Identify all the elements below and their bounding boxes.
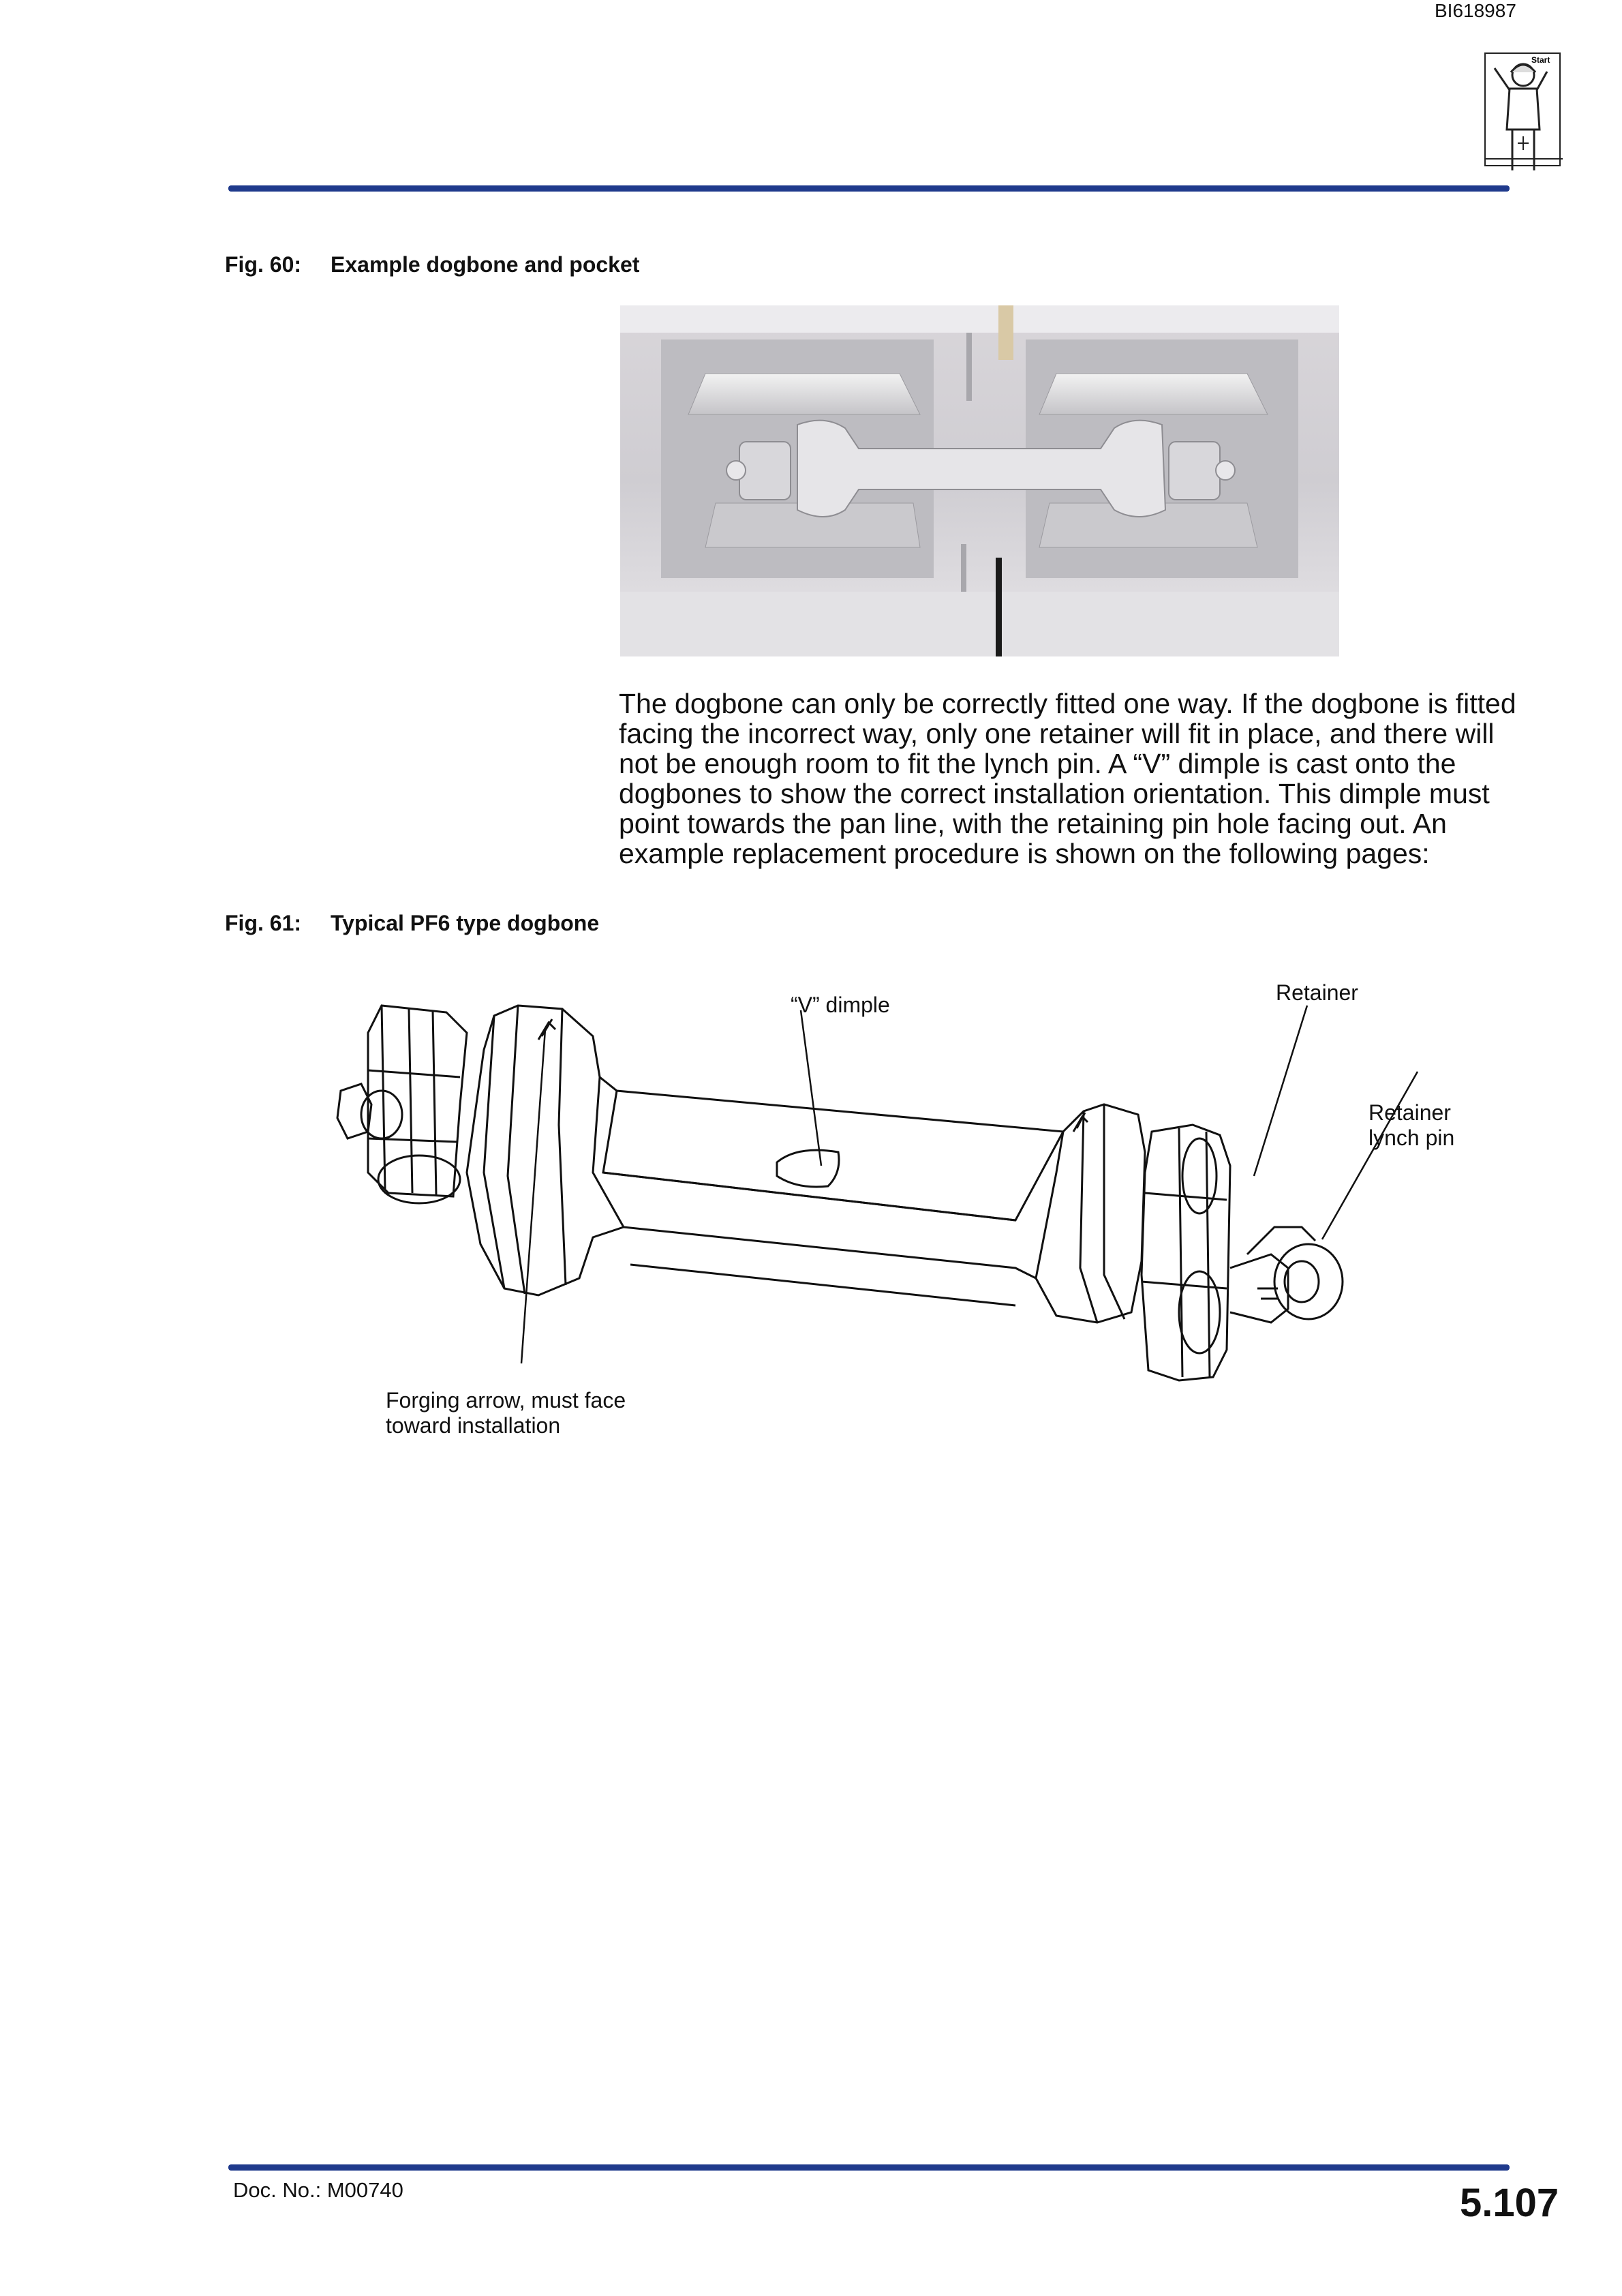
document-number: Doc. No.: M00740 bbox=[233, 2178, 403, 2202]
lynch-pin-label-line2: lynch pin bbox=[1368, 1126, 1455, 1150]
start-icon-label: Start bbox=[1531, 55, 1550, 65]
body-text: The dogbone can only be correctly fitted one way. If the dogbone is fitted facing the incorrect way, only one retainer will fit in place, and there will not be enough room to fit the lynch pin. A “V” dimple is cast onto the dogbones to show the correct installation orientation. This dimple must point towards the pan line, with the retaining pin hole facing out. An example replacement procedure is shown on the following pages: bbox=[619, 688, 1516, 869]
forging-arrow-label bbox=[386, 1388, 626, 1438]
retainer-label: Retainer bbox=[1276, 980, 1358, 1005]
fig61-caption bbox=[225, 911, 599, 936]
left-retainer bbox=[337, 1006, 467, 1203]
forging-arrow-label-line2: toward installation bbox=[386, 1413, 561, 1438]
header-rule bbox=[228, 185, 1510, 192]
body-paragraph bbox=[619, 689, 1518, 868]
right-retainer bbox=[1142, 1125, 1230, 1380]
fig60-number: Fig. 60: bbox=[225, 252, 302, 277]
start-figure-icon bbox=[1482, 48, 1564, 184]
fig60-caption bbox=[225, 252, 639, 277]
lynch-pin-label-line1: Retainer bbox=[1368, 1100, 1451, 1125]
v-dimple-label: “V” dimple bbox=[791, 993, 890, 1017]
lynch-pin-label bbox=[1368, 1100, 1454, 1151]
fig60-title: Example dogbone and pocket bbox=[331, 252, 640, 277]
forging-arrow-label-line1: Forging arrow, must face bbox=[386, 1388, 626, 1413]
fig61-number: Fig. 61: bbox=[225, 911, 302, 935]
page-number: 5.107 bbox=[1460, 2181, 1559, 2225]
lynch-pin bbox=[1230, 1227, 1343, 1323]
dogbone-diagram bbox=[320, 968, 1479, 1445]
footer-rule bbox=[228, 2164, 1510, 2171]
dogbone-pocket-photo bbox=[620, 305, 1339, 656]
fig61-title: Typical PF6 type dogbone bbox=[331, 911, 600, 935]
document-id: BI618987 bbox=[1435, 0, 1516, 21]
